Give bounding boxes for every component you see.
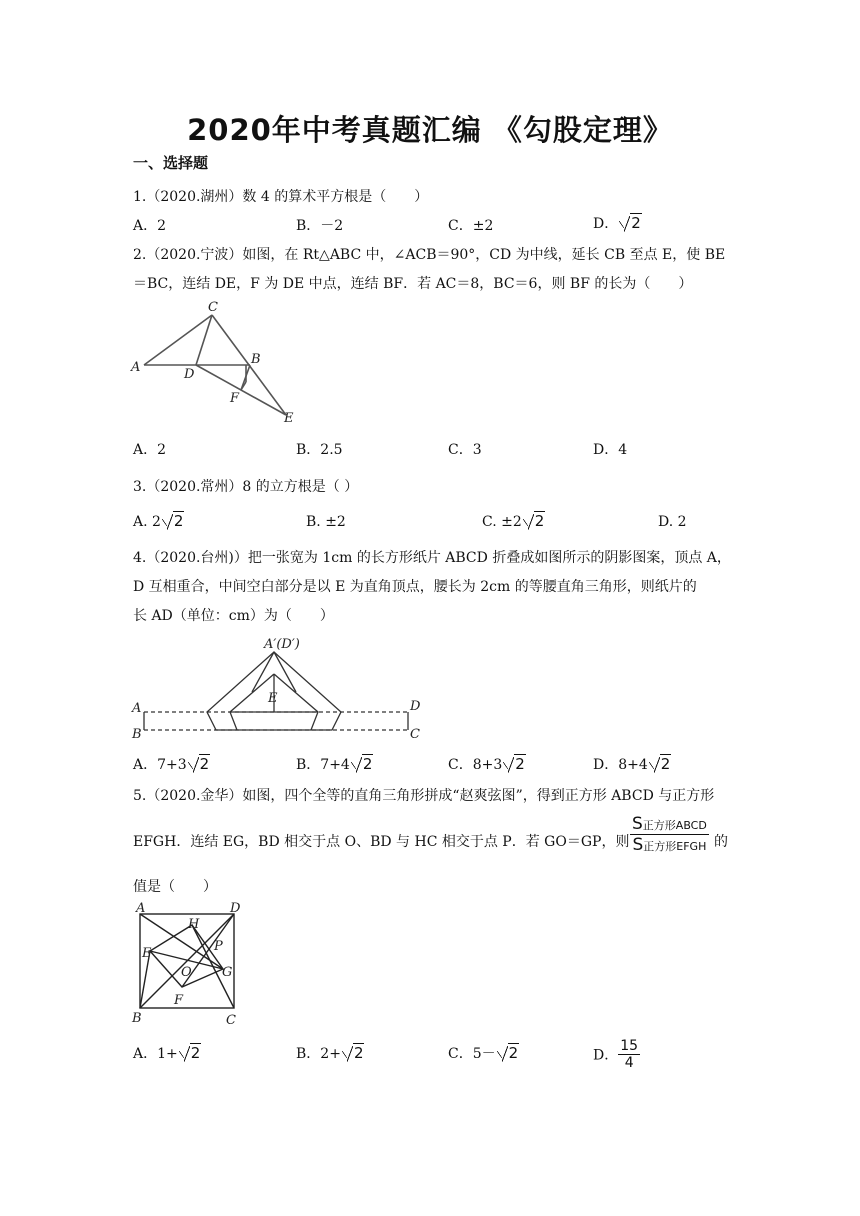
q3-c-prefix: C. ±2 [482,514,522,530]
radicand: 2 [199,755,210,773]
label-a: A [132,701,142,716]
fraction-numerator: 15 [620,1038,639,1054]
q2-option-c: C．3 [448,442,482,458]
q4-option-d [593,754,671,774]
label-b: B [132,727,142,742]
q4-c-prefix: C．8+3 [448,757,503,773]
q5-area-ratio-fraction [630,814,709,855]
q2-option-d: D．4 [593,442,628,458]
q4-b-prefix: B．7+4 [296,757,350,773]
q4-stem-line1: 4.（2020.台州)）把一张宽为 1cm 的长方形纸片 ABCD 折叠成如图所示的阴影图案，顶点 A， [133,550,731,566]
sqrt-symbol [179,1044,202,1062]
q1-option-a: A．2 [133,218,167,234]
q1-stem: 1.（2020.湖州）数 4 的算术平方根是（ ） [133,189,429,205]
label-e: E [268,691,278,706]
sqrt-symbol [351,755,374,773]
sqrt-symbol [162,512,185,530]
q5-stem-line3: 值是（ ） [133,879,217,895]
label-d: D [230,901,241,916]
sqrt-symbol [523,512,546,530]
q2-stem-line1: 2.（2020.宁波）如图，在 Rt△ABC 中，∠ACB＝90°，CD 为中线，延长 CB 至点 E，使 BE [133,247,726,263]
label-c: C [410,727,420,742]
q1-option-d-prefix: D． [593,216,619,232]
label-p: P [214,939,223,954]
q5-d-prefix: D． [593,1047,619,1064]
q5-stem-line2-end: 的 [714,834,728,850]
q5-a-prefix: A．1+ [133,1046,178,1062]
radicand: 2 [353,1044,364,1062]
label-a-prime-d-prime: A′(D′) [264,637,300,652]
q3-option-b: B. ±2 [306,514,346,530]
label-a: A [136,901,146,916]
subscript: 正方形EFGH [643,840,707,853]
radicand: 2 [362,755,373,773]
q5-b-prefix: B．2+ [296,1046,341,1062]
q4-option-c [448,754,526,774]
q4-stem-line2: D 互相重合，中间空白部分是以 E 为直角顶点，腰长为 2cm 的等腰直角三角形，则纸片的 [133,579,697,595]
label-f: F [230,391,240,406]
q5-option-d [593,1038,640,1071]
label-h: H [188,917,200,932]
q5-zhao-shuang-figure [128,898,246,1028]
q1-option-c: C．±2 [448,218,494,234]
sqrt-symbol [649,755,672,773]
label-d: D [184,367,195,382]
q5-option-a [133,1043,201,1063]
label-g: G [222,965,233,980]
q5-option-c [448,1043,519,1063]
q1-option-b: B．－2 [296,218,344,234]
radicand: 2 [534,512,545,530]
fraction [630,814,709,855]
q3-a-prefix: A. 2 [133,514,161,530]
q5-stem-line1: 5.（2020.金华）如图，四个全等的直角三角形拼成“赵爽弦图”，得到正方形 ABCD 与正方形 [133,788,715,804]
radicand: 2 [660,755,671,773]
q3-option-a [133,512,184,530]
fraction-denominator [630,835,709,855]
q2-triangle-figure [128,298,303,426]
fraction-denominator: 4 [624,1055,634,1071]
q4-stem-line3: 长 AD（单位：cm）为（ ） [133,608,334,624]
q3-option-c [482,512,545,530]
q5-option-b [296,1043,364,1063]
sqrt-symbol [342,1044,365,1062]
sqrt-symbol [503,755,526,773]
s-symbol: S [632,814,643,834]
page-title: 2020年中考真题汇编 《勾股定理》 [187,113,673,147]
sqrt-symbol [619,214,642,232]
label-b: B [251,352,261,367]
label-a: A [131,360,141,375]
q4-d-prefix: D．8+4 [593,757,648,773]
q4-option-b [296,754,373,774]
label-o: O [181,965,192,980]
label-c: C [208,300,218,315]
radicand: 2 [508,1044,519,1062]
fraction [618,1038,640,1071]
q4-option-a [133,754,210,774]
label-d: D [410,699,421,714]
q2-option-b: B．2.5 [296,442,343,458]
sqrt-symbol [188,755,211,773]
sqrt-symbol [497,1044,520,1062]
label-f: F [174,993,184,1008]
q4-a-prefix: A．7+3 [133,757,187,773]
label-e: E [142,946,152,961]
q2-stem-line2: ＝BC，连结 DE，F 为 DE 中点，连结 BF．若 AC＝8，BC＝6，则 BF 的长为（ ） [133,276,693,292]
fraction-numerator [630,814,709,835]
subscript: 正方形ABCD [642,819,707,832]
section-heading: 一、选择题 [133,154,209,172]
label-b: B [132,1011,142,1026]
label-c: C [226,1013,236,1028]
radicand: 2 [515,755,525,773]
radicand: 2 [631,214,641,232]
q4-fold-figure [128,632,428,748]
q3-stem: 3.（2020.常州）8 的立方根是（ ） [133,479,359,495]
q5-c-prefix: C．5－ [448,1046,496,1062]
label-e: E [284,411,294,426]
q2-option-a: A．2 [133,442,167,458]
radicand: 2 [173,512,184,530]
radicand: 2 [190,1044,201,1062]
q3-option-d: D. 2 [658,514,687,530]
s-symbol: S [632,835,644,855]
q5-stem-line2: EFGH．连结 EG，BD 相交于点 O、BD 与 HC 相交于点 P．若 GO＝GP，则 [133,834,630,850]
q1-option-d [593,213,642,233]
